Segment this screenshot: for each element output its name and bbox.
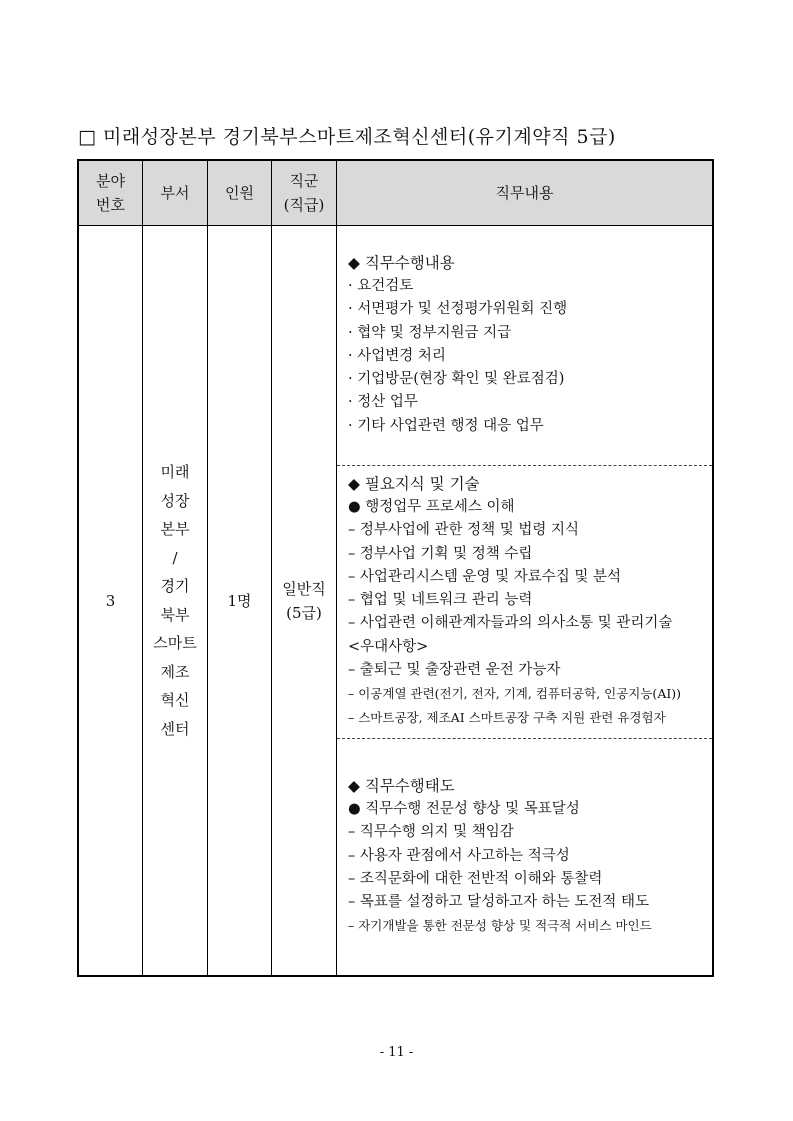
list-item: · 사업변경 처리 <box>348 347 446 364</box>
section-duties <box>337 251 712 438</box>
department-line: 본부 <box>160 520 190 538</box>
cell-field-number <box>79 226 142 975</box>
section-heading: ◆ 직무수행내용 <box>348 254 455 272</box>
header-field-number <box>79 161 142 225</box>
cell-department <box>143 226 207 975</box>
list-item: – 이공계열 관련(전기, 전자, 기계, 컴퓨터공학, 인공지능(AI)) <box>348 686 682 702</box>
header-text: 인원 <box>225 184 254 202</box>
list-item: – 정부사업 기획 및 정책 수립 <box>348 545 533 562</box>
list-item: · 기타 사업관련 행정 대응 업무 <box>348 417 544 434</box>
department-line: 미래 <box>160 463 190 481</box>
list-item: · 정산 업무 <box>348 394 418 411</box>
list-item: – 스마트공장, 제조AI 스마트공장 구축 지원 관련 유경험자 <box>348 709 666 725</box>
list-item: – 목표를 설정하고 달성하고자 하는 도전적 태도 <box>348 894 650 911</box>
department-line: 혁신 <box>160 691 190 709</box>
list-item: – 사업관리시스템 운영 및 자료수집 및 분석 <box>348 568 622 585</box>
list-item: · 요건검토 <box>348 278 414 294</box>
department-line: 경기 <box>160 577 190 595</box>
list-item: · 서면평가 및 선정평가위원회 진행 <box>348 301 568 318</box>
list-item: · 협약 및 정부지원금 지급 <box>348 324 512 341</box>
list-item: – 협업 및 네트워크 관리 능력 <box>348 592 533 609</box>
cell-job-group <box>272 226 336 975</box>
header-job-description <box>337 161 712 225</box>
section-divider <box>337 465 712 466</box>
department-line: / <box>172 548 178 567</box>
list-item: – 조직문화에 대한 전반적 이해와 통찰력 <box>348 870 603 887</box>
department-line: 스마트 <box>153 634 197 652</box>
header-job-group <box>272 161 336 225</box>
job-grade: (5급) <box>286 603 322 622</box>
section-attitude <box>337 774 712 938</box>
header-headcount <box>208 161 271 225</box>
list-item: · 기업방문(현장 확인 및 완료점검) <box>348 371 565 388</box>
section-title: □ 미래성장본부 경기북부스마트제조혁신센터(유기계약직 5급) <box>78 126 616 148</box>
headcount: 1명 <box>227 592 252 610</box>
header-text: 번호 <box>96 196 125 214</box>
department-line: 성장 <box>160 491 190 510</box>
list-item: – 직무수행 의지 및 책임감 <box>348 824 514 841</box>
page-number: - 11 - <box>379 1045 414 1060</box>
header-text: (직급) <box>283 196 325 214</box>
list-item: – 사용자 관점에서 사고하는 적극성 <box>348 847 570 864</box>
department-name <box>153 458 196 743</box>
department-line: 센터 <box>160 719 190 738</box>
header-department <box>143 161 207 225</box>
job-group: 일반직 <box>282 579 326 598</box>
list-item: – 사업관련 이해관계자들과의 의사소통 및 관리기술 <box>348 615 673 632</box>
section-knowledge-skills <box>337 472 712 729</box>
section-heading: ◆ 직무수행태도 <box>348 777 455 795</box>
list-item: – 출퇴근 및 출장관련 운전 가능자 <box>348 662 561 679</box>
header-text: 직군 <box>289 172 319 190</box>
list-item: ● 직무수행 전문성 향상 및 목표달성 <box>348 801 580 817</box>
job-table <box>77 159 714 977</box>
section-divider <box>337 738 712 739</box>
section-heading: ◆ 필요지식 및 기술 <box>348 475 480 493</box>
field-number: 3 <box>105 591 116 610</box>
list-item: ● 행정업무 프로세스 이해 <box>348 499 515 515</box>
department-line: 북부 <box>160 605 190 624</box>
list-item: – 자기개발을 통한 전문성 향상 및 적극적 서비스 마인드 <box>348 918 652 934</box>
list-item: <우대사항> <box>348 638 429 655</box>
header-text: 부서 <box>160 184 190 202</box>
list-item: – 정부사업에 관한 정책 및 법령 지식 <box>348 522 580 539</box>
cell-headcount <box>208 226 271 975</box>
department-line: 제조 <box>160 662 190 681</box>
header-text: 직무내용 <box>495 184 554 202</box>
header-text: 분야 <box>96 172 125 190</box>
